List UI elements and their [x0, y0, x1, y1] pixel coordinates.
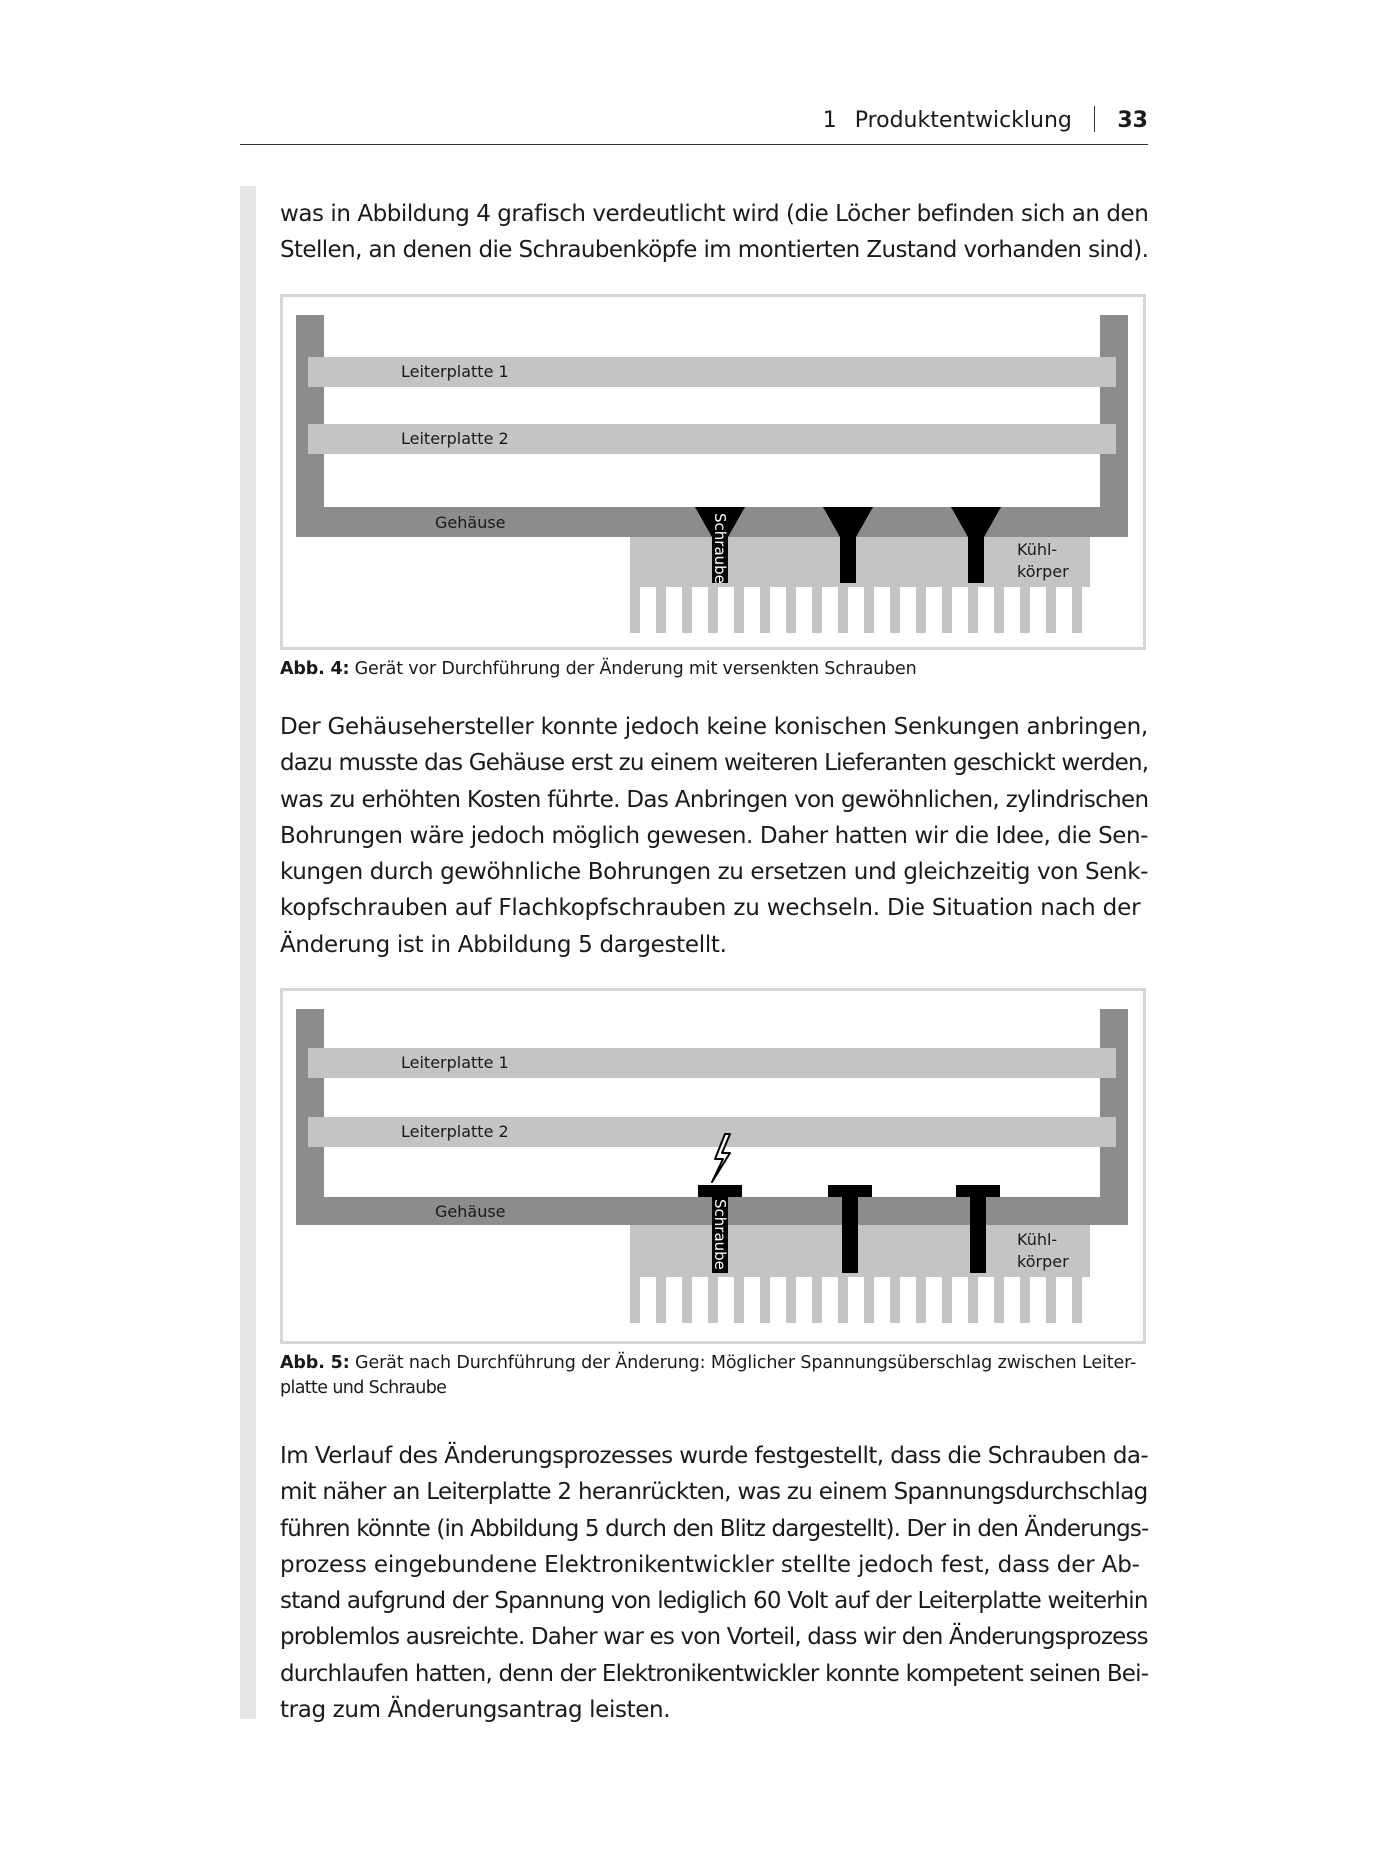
paragraph-line: durchlaufen hatten, denn der Elektronikentwickler konnte kompetent seinen Bei-	[280, 1660, 1149, 1687]
caption-text: Gerät nach Durchführung der Änderung: Möglicher Spannungsüberschlag zwischen Leiter-	[355, 1353, 1137, 1373]
page-number: 33	[1117, 108, 1148, 133]
paragraph-line: Im Verlauf des Änderungsprozesses wurde festgestellt, dass die Schrauben da-	[280, 1443, 1149, 1469]
label-housing: Gehäuse	[435, 1202, 506, 1221]
label-circuit-board-1: Leiterplatte 1	[401, 1053, 509, 1072]
paragraph-line: was in Abbildung 4 grafisch verdeutlicht wird (die Löcher befinden sich an den	[280, 201, 1149, 227]
label-circuit-board-2: Leiterplatte 2	[401, 429, 509, 448]
caption-label: Abb. 5:	[280, 1353, 350, 1373]
figure-4-caption	[280, 657, 1160, 682]
paragraph-line: prozess eingebundene Elektronikentwickler stellte jedoch fest, dass der Ab-	[280, 1551, 1140, 1578]
figure-4	[280, 294, 1146, 650]
caption-text: Gerät vor Durchführung der Änderung mit versenkten Schrauben	[354, 659, 917, 679]
label-heatsink-line-1: Kühl-	[1017, 1230, 1058, 1249]
label-housing: Gehäuse	[435, 513, 506, 532]
paragraph-3	[280, 1438, 1160, 1728]
caption-text: platte und Schraube	[280, 1378, 447, 1398]
figure-5-diagram	[283, 991, 1149, 1347]
chapter-title: Produktentwicklung	[854, 108, 1072, 133]
label-circuit-board-1: Leiterplatte 1	[401, 362, 509, 381]
paragraph-line: mit näher an Leiterplatte 2 heranrückten, was zu einem Spannungsdurchschlag	[280, 1479, 1148, 1506]
paragraph-line: führen könnte (in Abbildung 5 durch den Blitz dargestellt). Der in den Änderungs-	[280, 1515, 1149, 1542]
paragraph-line: kungen durch gewöhnliche Bohrungen zu ersetzen und gleichzeitig von Senk-	[280, 859, 1149, 886]
figure-5-caption	[280, 1351, 1160, 1401]
label-heatsink-line-2: körper	[1017, 562, 1069, 581]
paragraph-line: dazu musste das Gehäuse erst zu einem weiteren Lieferanten geschickt werden,	[280, 750, 1149, 777]
side-bar	[240, 186, 256, 1719]
label-circuit-board-2: Leiterplatte 2	[401, 1122, 509, 1141]
paragraph-line: Der Gehäusehersteller konnte jedoch keine konischen Senkungen anbringen,	[280, 714, 1148, 740]
figure-5	[280, 988, 1146, 1344]
figure-4-diagram	[283, 297, 1149, 653]
label-screw: Schraube	[711, 1199, 729, 1270]
caption-label: Abb. 4:	[280, 659, 350, 679]
paragraph-line: was zu erhöhten Kosten führte. Das Anbringen von gewöhnlichen, zylindrischen	[280, 786, 1149, 813]
paragraph-line: trag zum Änderungsantrag leisten.	[280, 1697, 671, 1724]
paragraph-line: Stellen, an denen die Schraubenköpfe im montierten Zustand vorhanden sind).	[280, 237, 1149, 264]
chapter-number: 1	[822, 108, 837, 133]
paragraph-1	[280, 196, 1160, 269]
label-heatsink-line-2: körper	[1017, 1252, 1069, 1271]
heatsink-fins	[630, 1277, 1082, 1323]
running-header	[240, 100, 1148, 145]
header-text	[823, 106, 1148, 133]
paragraph-line: Änderung ist in Abbildung 5 dargestellt.	[280, 931, 727, 958]
label-heatsink-line-1: Kühl-	[1017, 540, 1058, 559]
paragraph-line: kopfschrauben auf Flachkopfschrauben zu wechseln. Die Situation nach der	[280, 895, 1141, 922]
paragraph-line: problemlos ausreichte. Daher war es von Vorteil, dass wir den Änderungsprozess	[280, 1624, 1148, 1651]
header-separator	[1094, 106, 1096, 132]
paragraph-line: Bohrungen wäre jedoch möglich gewesen. Daher hatten wir die Idee, die Sen-	[280, 822, 1149, 849]
heatsink-fins	[630, 587, 1082, 633]
label-screw: Schraube	[711, 513, 729, 584]
paragraph-line: stand aufgrund der Spannung von lediglich 60 Volt auf der Leiterplatte weiterhin	[280, 1588, 1148, 1615]
paragraph-2	[280, 709, 1160, 963]
